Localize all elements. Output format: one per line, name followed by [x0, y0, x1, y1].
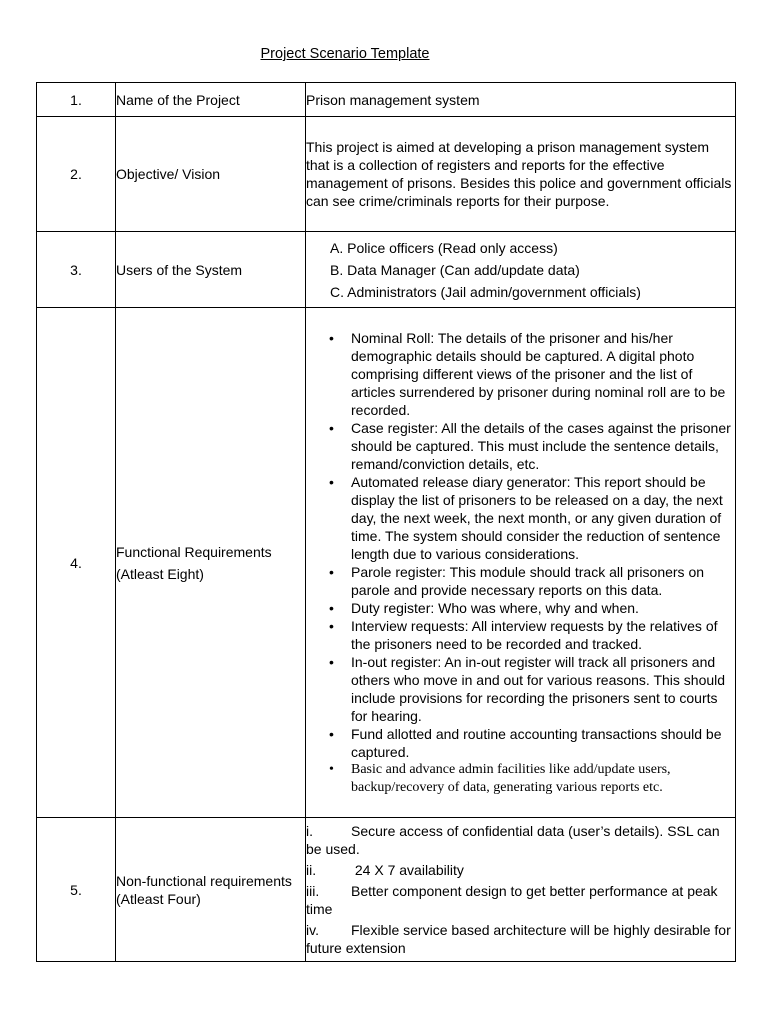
- list-item-text: Flexible service based architecture will be highly desirable for future extension: [306, 922, 731, 956]
- table-row-project-name: [37, 83, 736, 117]
- bullet-icon: •: [329, 563, 334, 580]
- row-value: [306, 308, 736, 818]
- row-label: Users of the System: [116, 232, 306, 308]
- list-item: [306, 861, 735, 879]
- roman-numeral: iii.: [306, 883, 320, 899]
- list-item: [306, 329, 735, 419]
- list-item-text: Basic and advance admin facilities like add/update users, backup/recovery of data, generating various reports etc.: [351, 761, 671, 795]
- table-row-functional-requirements: [37, 308, 736, 818]
- row-number: 2.: [37, 117, 116, 232]
- roman-numeral: i.: [306, 823, 313, 839]
- scenario-table: [36, 82, 736, 962]
- list-item: [306, 822, 735, 858]
- list-item-text: Nominal Roll: The details of the prisoner and his/her demographic details should be captured. A digital photo comprising different views of the prisoner and the list of articles surrendered by prisoner during nominal roll are to be recorded.: [351, 329, 726, 418]
- list-item: [306, 921, 735, 957]
- list-item: [306, 725, 735, 761]
- row-value: [306, 818, 736, 962]
- row-value: Prison management system: [306, 83, 736, 117]
- row-number: 4.: [37, 308, 116, 818]
- list-item-text: Automated release diary generator: This report should be display the list of prisoners to be released on a day, the next day, the next week, the next month, or any given duration of time. The system should consider the reduction of sentence length due to various considerations.: [351, 473, 723, 562]
- list-item-text: Case register: All the details of the cases against the prisoner should be captured. This must include the sentence details, remand/conviction details, etc.: [351, 419, 731, 472]
- list-item: [306, 563, 735, 599]
- table-row-non-functional-requirements: [37, 818, 736, 962]
- bullet-icon: •: [329, 473, 334, 490]
- row-label: Objective/ Vision: [116, 117, 306, 232]
- list-item: [306, 653, 735, 725]
- row-label-line: Functional Requirements: [116, 543, 272, 560]
- bullet-icon: •: [329, 725, 334, 742]
- list-item: B. Data Manager (Can add/update data): [330, 261, 580, 278]
- list-item-text: Interview requests: All interview requests by the relatives of the prisoners need to be recorded and tracked.: [351, 617, 718, 652]
- roman-numeral: ii.: [306, 862, 317, 878]
- table-row-objective: [37, 117, 736, 232]
- users-list: [306, 237, 735, 303]
- row-number: 5.: [37, 818, 116, 962]
- functional-requirements-list: [306, 329, 735, 797]
- bullet-icon: •: [329, 599, 334, 616]
- row-label: Non-functional requirements (Atleast Four): [116, 818, 306, 962]
- table-row-users: [37, 232, 736, 308]
- list-item-text: Better component design to get better performance at peak time: [306, 883, 718, 917]
- list-item-text: Duty register: Who was where, why and when.: [351, 599, 639, 616]
- list-item-text: Secure access of confidential data (user’s details). SSL can be used.: [306, 823, 720, 857]
- list-item: [306, 882, 735, 918]
- row-number: 3.: [37, 232, 116, 308]
- list-item-text: In-out register: An in-out register will track all prisoners and others who move in and out for various reasons. This should include provisions for recording the prisoners sent to courts for hearing.: [351, 653, 726, 724]
- list-item-text: 24 X 7 availability: [351, 862, 464, 878]
- list-item: C. Administrators (Jail admin/government officials): [330, 283, 641, 300]
- bullet-icon: •: [329, 617, 334, 634]
- bullet-icon: •: [329, 653, 334, 670]
- row-label: [116, 308, 306, 818]
- bullet-icon: •: [329, 761, 334, 777]
- row-label-line: (Atleast Eight): [116, 565, 204, 582]
- document-title: Project Scenario Template: [260, 46, 430, 62]
- list-item-text: Fund allotted and routine accounting transactions should be captured.: [351, 725, 722, 760]
- list-item: [306, 761, 735, 797]
- row-label: Name of the Project: [116, 83, 306, 117]
- list-item: A. Police officers (Read only access): [330, 239, 558, 256]
- row-value: [306, 232, 736, 308]
- list-item: [306, 617, 735, 653]
- roman-numeral: iv.: [306, 922, 319, 938]
- list-item: [306, 599, 735, 617]
- list-item: [306, 473, 735, 563]
- bullet-icon: •: [329, 419, 334, 436]
- list-item: [306, 419, 735, 473]
- list-item-text: Parole register: This module should track all prisoners on parole and provide necessary reports on this data.: [351, 563, 705, 598]
- row-value: This project is aimed at developing a prison management system that is a collection of registers and reports for the effective management of prisons. Besides this police and government officials can see crime/criminals reports for their purpose.: [306, 117, 736, 232]
- bullet-icon: •: [329, 329, 334, 346]
- row-number: 1.: [37, 83, 116, 117]
